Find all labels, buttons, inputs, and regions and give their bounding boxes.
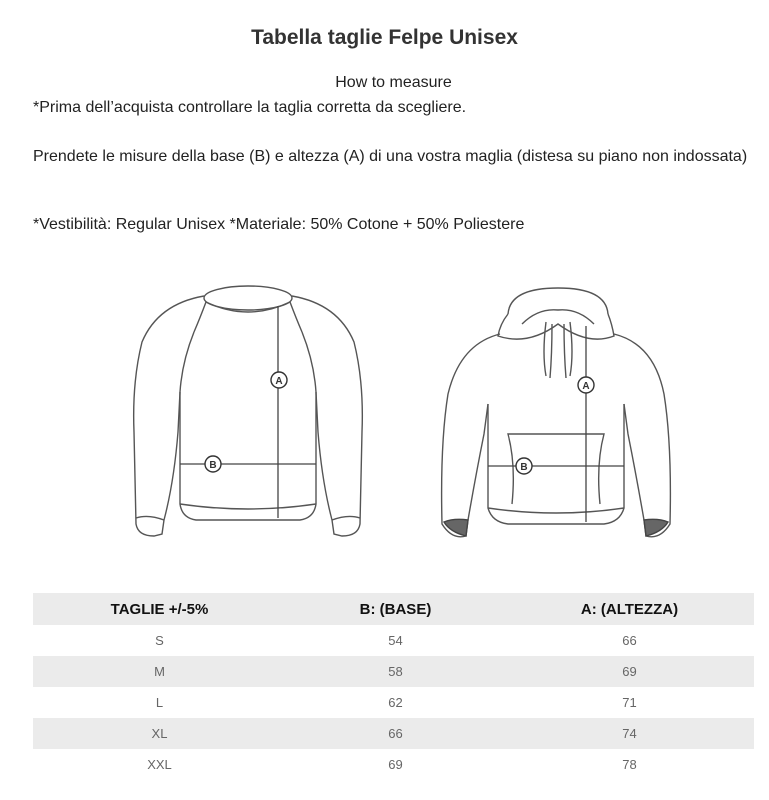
table-row xyxy=(33,625,754,656)
hoodie-right-sleeve xyxy=(614,334,670,537)
sweatshirt-body xyxy=(180,392,316,520)
cell-height: 66 xyxy=(622,633,637,648)
sweatshirt-right-sleeve xyxy=(292,296,362,536)
hoodie-left-sleeve xyxy=(442,334,500,537)
sweatshirt-illustration xyxy=(128,282,368,550)
cell-size: S xyxy=(155,633,164,648)
table-row xyxy=(33,687,754,718)
cell-base: 58 xyxy=(286,656,505,687)
cell-base: 54 xyxy=(388,633,403,648)
sweatshirt-left-sleeve xyxy=(134,296,204,536)
note-check-size: *Prima dell’acquista controllare la taglia corretta da scegliere. xyxy=(33,99,467,116)
size-table xyxy=(33,593,754,780)
size-table-header xyxy=(33,593,754,625)
cell-base: 62 xyxy=(388,695,403,710)
page-subtitle: How to measure xyxy=(335,74,452,91)
cell-size: XXL xyxy=(147,757,172,772)
table-row xyxy=(33,656,754,687)
cell-height: 74 xyxy=(505,718,754,749)
hoodie-label-a-text: A xyxy=(582,381,590,392)
cell-height: 71 xyxy=(622,695,637,710)
cell-size: M xyxy=(33,656,286,687)
header-height: A: (ALTEZZA) xyxy=(505,593,754,625)
hoodie-drawstring-left xyxy=(544,322,546,376)
hoodie-body xyxy=(488,404,624,524)
cell-base: 66 xyxy=(286,718,505,749)
note-measure-instructions: Prendete le misure della base (B) e altezza (A) di una vostra maglia (distesa su piano non indossata) xyxy=(33,148,748,165)
label-a-text: A xyxy=(275,376,283,387)
cell-height: 78 xyxy=(622,757,637,772)
page-title: Tabella taglie Felpe Unisex xyxy=(251,26,518,49)
label-b-text: B xyxy=(209,460,217,471)
hoodie-illustration xyxy=(438,284,674,548)
cell-height: 69 xyxy=(505,656,754,687)
cell-size: L xyxy=(155,695,164,710)
hoodie-drawstring-right xyxy=(570,322,572,376)
cell-size: XL xyxy=(33,718,286,749)
table-row xyxy=(33,718,754,749)
note-fit-material: *Vestibilità: Regular Unisex *Materiale: 50% Cotone + 50% Poliestere xyxy=(33,216,525,233)
cell-base: 69 xyxy=(388,757,403,772)
header-size: TAGLIE +/-5% xyxy=(33,593,286,625)
header-base: B: (BASE) xyxy=(286,593,505,625)
hoodie-label-b-text: B xyxy=(520,462,528,473)
table-row xyxy=(33,749,754,780)
